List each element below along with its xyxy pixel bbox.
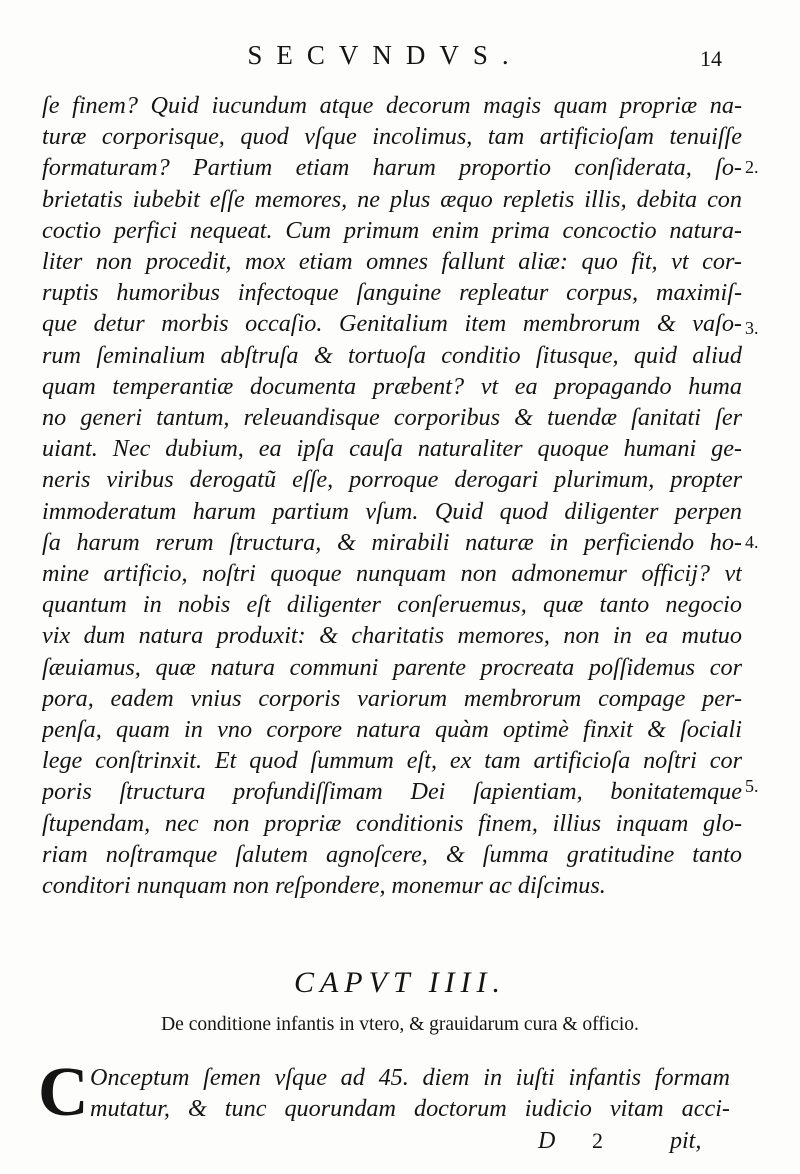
text-line: ruptis humoribus infectoque ſanguine repleatur corpus, maximiſ-: [42, 279, 742, 307]
text-line: rum ſeminalium abſtruſa & tortuoſa conditio ſitusque, quid aliud: [42, 341, 742, 369]
text-line: turæ corporisque, quod vſque incolimus, tam artificioſam tenuiſſe: [42, 123, 742, 151]
catchword: pit,: [670, 1128, 702, 1154]
chapter-text: [90, 1062, 730, 1124]
running-title: SECVNDVS.: [247, 40, 523, 70]
text-line: neris viribus derogatũ eſſe, porroque derogari plurimum, propter: [42, 466, 742, 494]
text-line: mine artificio, noſtri quoque nunquam non admonemur officij? vt: [42, 560, 742, 588]
text-line: ſe finem? Quid iucundum atque decorum magis quam propriæ na-: [42, 92, 742, 119]
text-line: coctio perfici nequeat. Cum primum enim prima concoctio natura-: [42, 216, 742, 244]
body-text: [42, 90, 742, 901]
signature-number: 2: [592, 1128, 603, 1153]
text-line: Onceptum ſemen vſque ad 45. diem in iuſti infantis formam: [90, 1064, 730, 1091]
text-line: quam temperantiæ documenta præbent? vt ea propagando huma: [42, 372, 742, 400]
text-line: quantum in nobis eſt diligenter conſeruemus, quæ tanto negocio: [42, 591, 742, 619]
margin-number: 5.: [745, 776, 759, 796]
text-line: poris ſtructura profundiſſimam Dei ſapientiam, bonitatemque: [42, 778, 742, 806]
margin-number: 4.: [745, 532, 759, 552]
text-line: vix dum natura produxit: & charitatis memores, non in ea mutuo: [42, 622, 742, 650]
text-line: liter non procedit, mox etiam omnes fallunt aliæ: quo fit, vt cor-: [42, 248, 742, 276]
chapter-title: CAPVT IIII.: [293, 966, 507, 999]
text-line: immoderatum harum partium vſum. Quid quod diligenter perpen: [42, 497, 742, 525]
text-line: formaturam? Partium etiam harum proportio conſiderata, ſo-: [42, 154, 742, 182]
text-line: ſæuiamus, quæ natura communi parente procreata poſſidemus cor: [42, 653, 742, 681]
page-number: 14: [700, 46, 722, 71]
text-line: ſa harum rerum ſtructura, & mirabili naturæ in perficiendo ho-: [42, 528, 742, 556]
text-line: ſtupendam, nec non propriæ conditionis finem, illius inquam glo-: [42, 809, 742, 837]
text-line: lege conſtrinxit. Et quod ſummum eſt, ex tam artificioſa noſtri cor: [42, 747, 742, 775]
text-line: uiant. Nec dubium, ea ipſa cauſa naturaliter quoque humani ge-: [42, 435, 742, 463]
text-line: penſa, quam in vno corpore natura quàm optimè finxit & ſociali: [42, 716, 742, 744]
text-line: mutatur, & tunc quorundam doctorum iudicio vitam acci-: [90, 1095, 730, 1122]
margin-number: 2.: [745, 157, 759, 177]
text-line: conditori nunquam non reſpondere, monemur ac diſcimus.: [42, 872, 606, 900]
text-line: pora, eadem vnius corporis variorum membrorum compage per-: [42, 684, 742, 712]
text-line: brietatis iubebit eſſe memores, ne plus æquo repletis illis, debita con: [42, 185, 742, 213]
signature-mark: D: [538, 1128, 556, 1154]
chapter-subtitle: De conditione infantis in vtero, & grauidarum cura & officio.: [161, 1014, 639, 1035]
margin-number: 3.: [745, 318, 759, 338]
drop-cap: C: [38, 1054, 89, 1131]
text-line: que detur morbis occaſio. Genitalium item membrorum & vaſo-: [42, 310, 742, 338]
text-line: no generi tantum, releuandisque corporibus & tuendæ ſanitati ſer: [42, 404, 742, 432]
text-line: riam noſtramque ſalutem agnoſcere, & ſumma gratitudine tanto: [42, 840, 742, 868]
